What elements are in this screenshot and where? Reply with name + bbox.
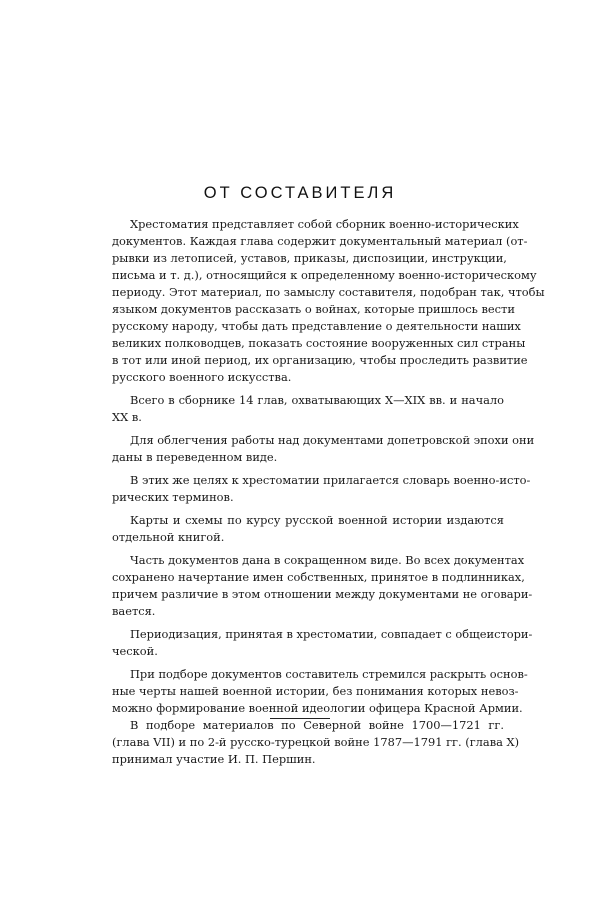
text-line: рывки из летописей, уставов, приказы, диспозиции, инструкции, — [112, 251, 507, 265]
text-line: причем различие в этом отношении между документами не оговари- — [112, 587, 533, 601]
paragraph-abridged — [94, 552, 533, 620]
text-line: русского военного искусства. — [112, 370, 292, 384]
text-line: XX в. — [112, 410, 142, 424]
paragraph-translation — [94, 432, 535, 466]
paragraph-glossary — [94, 472, 531, 506]
text-line: отдельной книгой. — [112, 530, 225, 544]
text-line: документов. Каждая глава содержит документальный материал (от- — [112, 234, 528, 248]
text-line: (глава VII) и по 2-й русско-турецкой войне 1787—1791 гг. (глава X) — [112, 735, 520, 749]
text-line: Всего в сборнике 14 глав, охватывающих X—XIX вв. и начало — [130, 393, 504, 407]
text-line: принимал участие И. П. Першин. — [112, 752, 316, 766]
paragraph-chapters — [94, 392, 504, 426]
section-divider — [270, 718, 330, 719]
text-line: языком документов рассказать о войнах, которые пришлось вести — [112, 302, 515, 316]
paragraph-maps — [94, 512, 504, 546]
text-line: письма и т. д.), относящийся к определенному военно-историческому — [112, 268, 537, 282]
text-line: ческой. — [112, 644, 158, 658]
text-line: В подборе материалов по Северной войне 1700—1721 гг. — [130, 718, 504, 732]
text-line: периоду. Этот материал, по замыслу составителя, подобран так, чтобы — [112, 285, 545, 299]
text-line: даны в переведенном виде. — [112, 450, 278, 464]
section-heading: ОТ СОСТАВИТЕЛЯ — [203, 184, 397, 202]
text-line: вается. — [112, 604, 156, 618]
text-line: рических терминов. — [112, 490, 234, 504]
paragraph-intro — [94, 216, 545, 386]
text-line: При подборе документов составитель стремился раскрыть основ- — [130, 667, 528, 681]
text-line: В этих же целях к хрестоматии прилагается словарь военно-исто- — [130, 473, 531, 487]
text-line: можно формирование военной идеологии офицера Красной Армии. — [112, 701, 523, 715]
paragraph-selection — [94, 666, 528, 717]
text-line: Для облегчения работы над документами допетровской эпохи они — [130, 433, 535, 447]
text-line: Хрестоматия представляет собой сборник военно-исторических — [130, 217, 519, 231]
text-line: Карты и схемы по курсу русской военной истории издаются — [130, 513, 504, 527]
paragraph-periodization — [94, 626, 533, 660]
paragraph-credits — [94, 717, 520, 768]
text-line: Часть документов дана в сокращенном виде. Во всех документах — [130, 553, 525, 567]
text-line: сохранено начертание имен собственных, принятое в подлинниках, — [112, 570, 525, 584]
text-line: русскому народу, чтобы дать представление о деятельности наших — [112, 319, 521, 333]
text-line: Периодизация, принятая в хрестоматии, совпадает с общеистори- — [130, 627, 533, 641]
text-line: в тот или иной период, их организацию, чтобы проследить развитие — [112, 353, 528, 367]
text-line: великих полководцев, показать состояние вооруженных сил страны — [112, 336, 526, 350]
body-text — [94, 216, 545, 768]
text-line: ные черты нашей военной истории, без понимания которых невоз- — [112, 684, 519, 698]
